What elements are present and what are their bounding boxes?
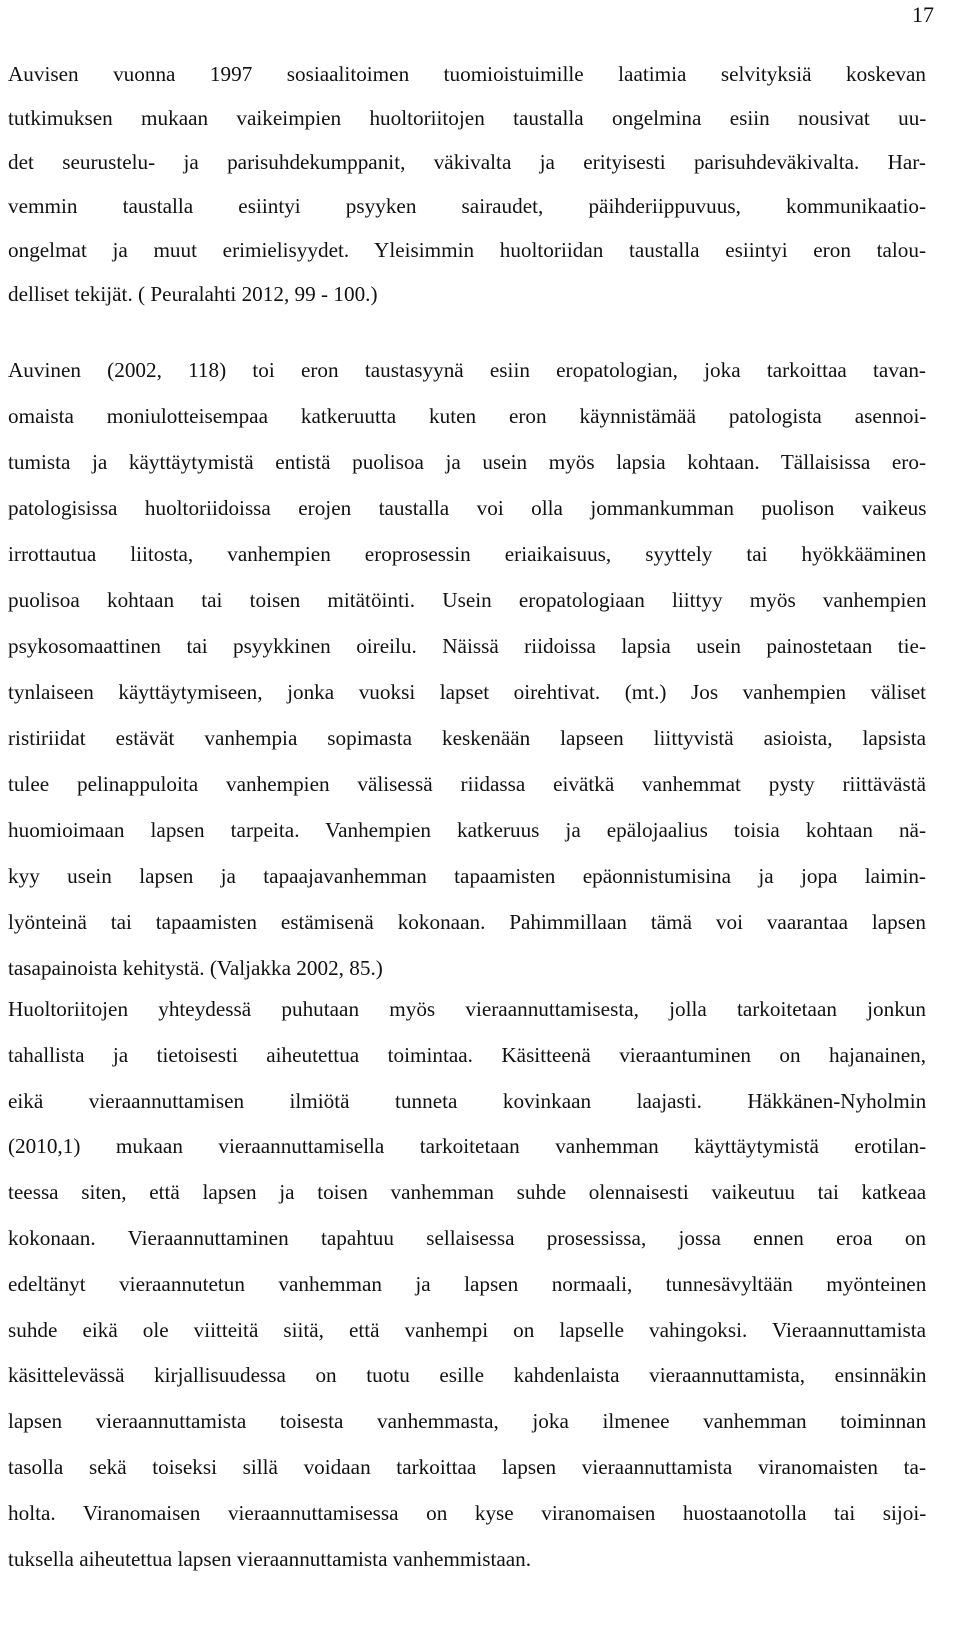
text-line: Auvisen vuonna 1997 sosiaalitoimen tuomioistuimille laatimia selvityksiä koskevan — [8, 62, 926, 86]
text-line: lyönteinä tai tapaamisten estämisenä kokonaan. Pahimmillaan tämä voi vaarantaa lapsen — [8, 910, 926, 934]
text-line: det seurustelu- ja parisuhdekumppanit, väkivalta ja erityisesti parisuhdeväkivalta. Har- — [8, 150, 926, 174]
paragraph-1 — [8, 52, 926, 316]
text-line: teessa siten, että lapsen ja toisen vanhemman suhde olennaisesti vaikeutuu tai katkeaa — [8, 1180, 927, 1205]
text-line: tumista ja käyttäytymistä entistä puolisoa ja usein myös lapsia kohtaan. Tällaisissa ero- — [8, 450, 926, 474]
text-line: Auvinen (2002, 118) toi eron taustasyynä esiin eropatologian, joka tarkoittaa tavan- — [8, 358, 926, 382]
text-line: tuksella aiheutettua lapsen vieraannuttamista vanhemmistaan. — [8, 1546, 532, 1571]
text-line: psykosomaattinen tai psyykkinen oireilu. Näissä riidoissa lapsia usein painostetaan tie- — [8, 634, 926, 658]
text-line: irrottautua liitosta, vanhempien eroprosessin eriaikaisuus, syyttely tai hyökkääminen — [8, 542, 927, 566]
paragraph-2 — [8, 347, 926, 991]
text-line: Huoltoriitojen yhteydessä puhutaan myös vieraannuttamisesta, jolla tarkoitetaan jonkun — [8, 997, 926, 1021]
text-line: tasolla sekä toiseksi sillä voidaan tarkoittaa lapsen vieraannuttamista viranomaisten ta- — [8, 1454, 926, 1479]
text-line: huomioimaan lapsen tarpeita. Vanhempien katkeruus ja epälojaalius toisia kohtaan nä- — [8, 818, 926, 842]
text-line: lapsen vieraannuttamista toisesta vanhemmasta, joka ilmenee vanhemman toiminnan — [8, 1409, 927, 1434]
paragraph-3 — [8, 987, 926, 1582]
text-line: ristiriidat estävät vanhempia sopimasta keskenään lapseen liittyvistä asioista, lapsista — [8, 726, 926, 750]
text-line: patologisissa huoltoriidoissa erojen taustalla voi olla jommankumman puolison vaikeus — [8, 496, 927, 520]
text-line: (2010,1) mukaan vieraannuttamisella tarkoitetaan vanhemman käyttäytymistä erotilan- — [8, 1134, 927, 1159]
text-line: ongelmat ja muut erimielisyydet. Yleisimmin huoltoriidan taustalla esiintyi eron talou- — [8, 238, 926, 262]
text-line: puolisoa kohtaan tai toisen mitätöinti. Usein eropatologiaan liittyy myös vanhempien — [8, 588, 927, 612]
text-line: tynlaiseen käyttäytymiseen, jonka vuoksi lapset oirehtivat. (mt.) Jos vanhempien väliset — [8, 680, 926, 704]
text-line: kyy usein lapsen ja tapaajavanhemman tapaamisten epäonnistumisina ja jopa laimin- — [8, 864, 926, 888]
text-line: delliset tekijät. ( Peuralahti 2012, 99 - 100.) — [8, 282, 378, 306]
text-line: tulee pelinappuloita vanhempien välisessä riidassa eivätkä vanhemmat pysty riittävästä — [8, 772, 926, 796]
text-line: tasapainoista kehitystä. (Valjakka 2002, 85.) — [8, 956, 383, 980]
text-line: eikä vieraannuttamisen ilmiötä tunneta kovinkaan laajasti. Häkkänen-Nyholmin — [8, 1088, 927, 1113]
text-line: vemmin taustalla esiintyi psyyken sairaudet, päihderiippuvuus, kommunikaatio- — [8, 194, 927, 218]
text-line: kokonaan. Vieraannuttaminen tapahtuu sellaisessa prosessissa, jossa ennen eroa on — [8, 1225, 927, 1250]
text-line: tahallista ja tietoisesti aiheutettua toimintaa. Käsitteenä vieraantuminen on hajanainen, — [8, 1042, 927, 1067]
text-line: edeltänyt vieraannutetun vanhemman ja lapsen normaali, tunnesävyltään myönteinen — [8, 1271, 927, 1296]
page-number: 17 — [912, 2, 934, 27]
text-line: omaista moniulotteisempaa katkeruutta kuten eron käynnistämää patologista asennoi- — [8, 404, 927, 428]
text-line: tutkimuksen mukaan vaikeimpien huoltoriitojen taustalla ongelmina esiin nousivat uu- — [8, 106, 927, 130]
text-line: holta. Viranomaisen vieraannuttamisessa on kyse viranomaisen huostaanotolla tai sijoi- — [8, 1500, 927, 1525]
text-line: suhde eikä ole viitteitä siitä, että vanhempi on lapselle vahingoksi. Vieraannuttamista — [8, 1317, 926, 1342]
text-line: käsittelevässä kirjallisuudessa on tuotu esille kahdenlaista vieraannuttamista, ensinnäkin — [8, 1363, 927, 1388]
